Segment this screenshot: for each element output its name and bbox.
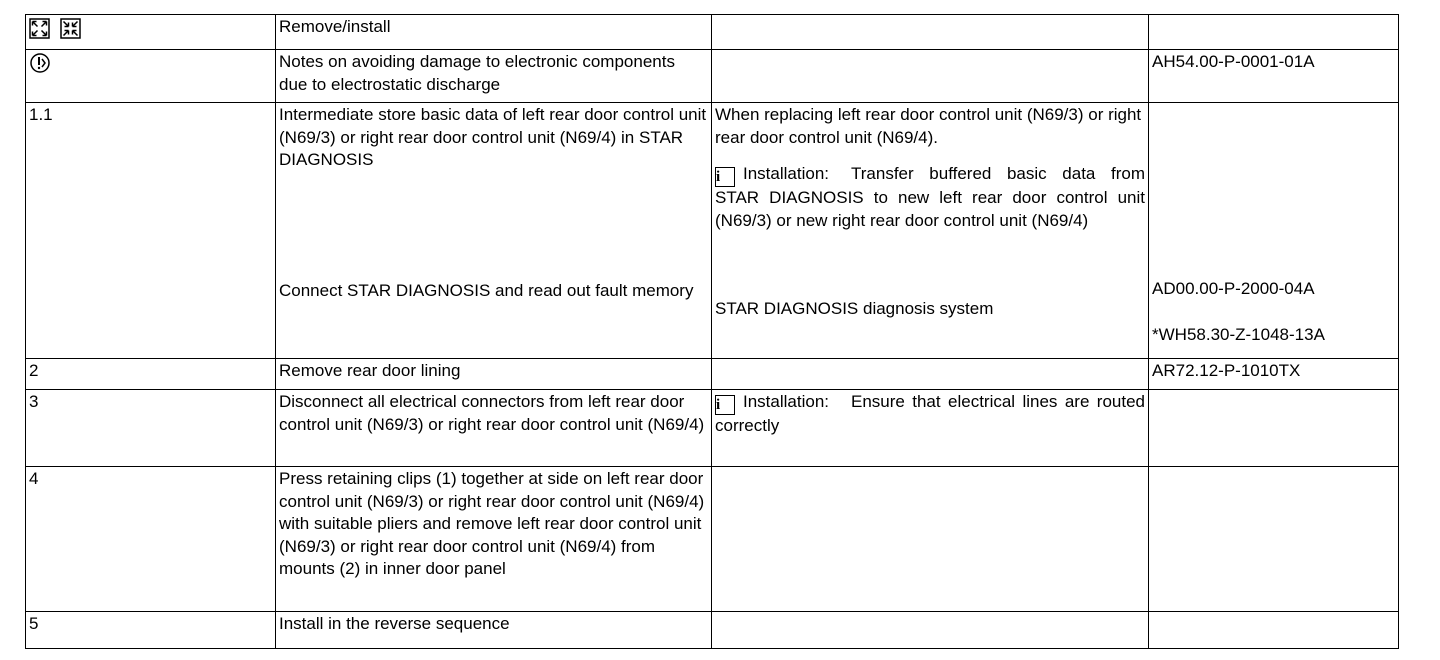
step-3-info (715, 391, 1145, 438)
step-2-text: Remove rear door lining (276, 359, 712, 390)
header-empty-note (712, 15, 1149, 50)
step-1-1-ref-cell (1149, 103, 1399, 359)
step-3-note-cell (712, 390, 1149, 467)
step-5-empty-note (712, 612, 1149, 649)
collapse-icon[interactable] (60, 18, 81, 39)
step-3-row (26, 390, 1399, 467)
step-1-1-text: Intermediate store basic data of left rear door control unit (N69/3) or right rear door control unit (N69/4) in STAR DIAGNOSIS (279, 105, 707, 169)
step-4-text: Press retaining clips (1) together at side on left rear door control unit (N69/3) or right rear door control unit (N69/4) with suitable pliers and remove left rear door control unit (N69/3) or right rear door control unit (N69/4) from mounts (2) in inner door panel (276, 467, 712, 612)
step-1-1-sub-text: Connect STAR DIAGNOSIS and read out fault memory (279, 280, 694, 300)
esd-ref-link[interactable]: AH54.00-P-0001-01A (1149, 50, 1399, 103)
step-number: 3 (26, 390, 276, 467)
header-empty-ref (1149, 15, 1399, 50)
step-number: 2 (26, 359, 276, 390)
header-row (26, 15, 1399, 50)
step-4-row (26, 467, 1399, 612)
step-1-1-sub-ref-link[interactable]: AD00.00-P-2000-04A (1152, 279, 1315, 298)
info-icon: i (715, 395, 735, 415)
header-icons-cell (26, 15, 276, 50)
step-number: 1.1 (26, 103, 276, 359)
step-2-empty-note (712, 359, 1149, 390)
step-4-empty-ref (1149, 467, 1399, 612)
expand-icon[interactable] (29, 18, 50, 39)
step-1-1-note: When replacing left rear door control unit (N69/3) or right rear door control unit (N69/4). (715, 105, 1142, 147)
step-4-empty-note (712, 467, 1149, 612)
info-text: Ensure that electrical lines are routed correctly (715, 392, 1145, 435)
esd-empty-note (712, 50, 1149, 103)
header-title: Remove/install (276, 15, 712, 50)
esd-icon-cell (26, 50, 276, 103)
step-5-empty-ref (1149, 612, 1399, 649)
step-3-empty-ref (1149, 390, 1399, 467)
step-5-row (26, 612, 1399, 649)
esd-warning-icon (29, 52, 272, 74)
step-1-1-tool-ref-link[interactable]: *WH58.30-Z-1048-13A (1152, 324, 1325, 344)
step-1-1-text-cell (276, 103, 712, 359)
info-icon: i (715, 167, 735, 187)
step-1-1-note-cell (712, 103, 1149, 359)
step-number: 4 (26, 467, 276, 612)
info-text: Transfer buffered basic data from STAR DIAGNOSIS to new left rear door control unit (N69/3) or new right rear door control unit (N69/4) (715, 164, 1145, 230)
step-2-row (26, 359, 1399, 390)
step-1-1-info (715, 163, 1145, 232)
step-number: 5 (26, 612, 276, 649)
step-3-text: Disconnect all electrical connectors from left rear door control unit (N69/3) or right rear door control unit (N69/4) (276, 390, 712, 467)
step-2-ref-link[interactable]: AR72.12-P-1010TX (1149, 359, 1399, 390)
info-label: Installation: (743, 392, 829, 411)
esd-row (26, 50, 1399, 103)
step-5-text: Install in the reverse sequence (276, 612, 712, 649)
esd-text: Notes on avoiding damage to electronic components due to electrostatic discharge (276, 50, 712, 103)
step-1-1-row (26, 103, 1399, 359)
step-1-1-tool-text: STAR DIAGNOSIS diagnosis system (715, 299, 994, 318)
info-label: Installation: (743, 164, 829, 183)
procedure-table (25, 14, 1399, 649)
